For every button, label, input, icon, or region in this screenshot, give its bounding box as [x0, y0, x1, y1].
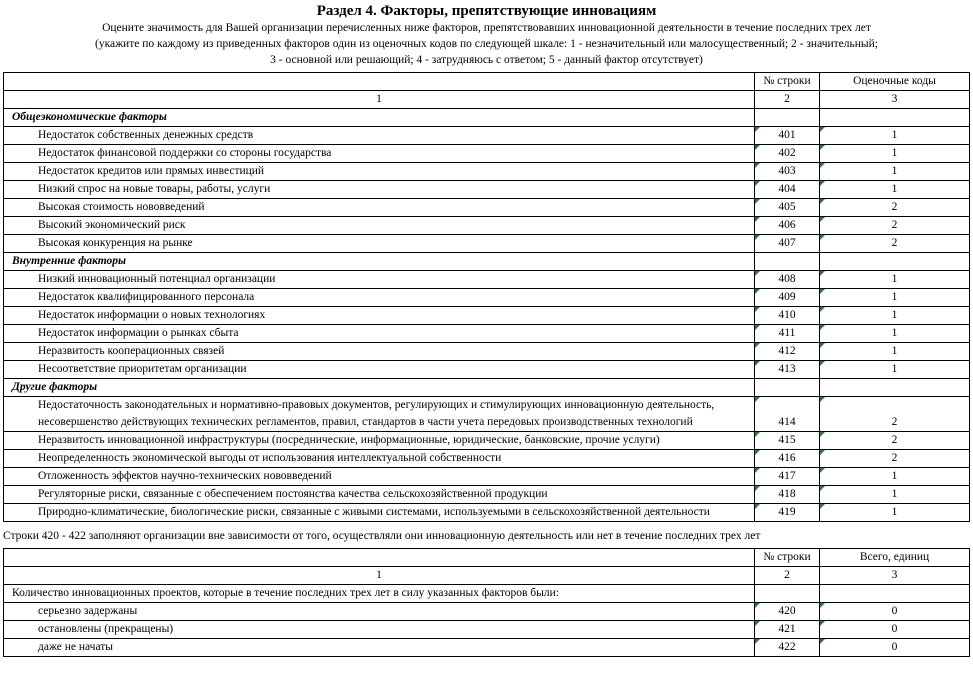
- project-count[interactable]: 0: [820, 621, 970, 639]
- assessment-code[interactable]: 1: [820, 486, 970, 504]
- subtitle-line-3: 3 - основной или решающий; 4 - затрудняюсь с ответом; 5 - данный фактор отсутствует): [270, 54, 703, 66]
- factor-name: Высокий экономический риск: [4, 217, 755, 235]
- header-cell-name: [4, 73, 755, 91]
- factor-row: [4, 343, 970, 361]
- group-label: Другие факторы: [4, 379, 755, 397]
- line-number: 418: [755, 486, 820, 504]
- factor-row: [4, 289, 970, 307]
- header-cell-line: № строки: [755, 73, 820, 91]
- group-row: [4, 379, 970, 397]
- line-number: 422: [755, 639, 820, 657]
- factor-name: Несоответствие приоритетам организации: [4, 361, 755, 379]
- factor-name: Недостаток кредитов или прямых инвестиций: [4, 163, 755, 181]
- line-number: 402: [755, 145, 820, 163]
- line-number: 411: [755, 325, 820, 343]
- header-cell-name: [4, 549, 755, 567]
- empty-cell: [755, 585, 820, 603]
- assessment-code[interactable]: 1: [820, 163, 970, 181]
- section-title: Раздел 4. Факторы, препятствующие инновациям: [316, 3, 657, 19]
- factor-row: [4, 235, 970, 253]
- assessment-code[interactable]: 1: [820, 504, 970, 522]
- group-row: [4, 109, 970, 127]
- section-header: [0, 0, 973, 68]
- project-status: даже не начаты: [4, 639, 755, 657]
- project-row: [4, 639, 970, 657]
- subtitle-line-1: Оцените значимость для Вашей организации перечисленных ниже факторов, препятствовавших инновационной деятельности в течение последних трех лет: [102, 22, 871, 34]
- column-number-1: 1: [4, 91, 755, 109]
- empty-cell: [755, 109, 820, 127]
- column-number-3: 3: [820, 91, 970, 109]
- factor-row: [4, 181, 970, 199]
- assessment-code[interactable]: 2: [820, 199, 970, 217]
- line-number: 413: [755, 361, 820, 379]
- assessment-code[interactable]: 1: [820, 307, 970, 325]
- factor-name: Высокая стоимость нововведений: [4, 199, 755, 217]
- assessment-code[interactable]: 1: [820, 361, 970, 379]
- factor-name: Неразвитость инновационной инфраструктуры (посреднические, информационные, юридические, банковские, прочие услуги): [4, 432, 755, 450]
- empty-cell: [820, 585, 970, 603]
- line-number: 416: [755, 450, 820, 468]
- assessment-code[interactable]: 1: [820, 343, 970, 361]
- header-row: [4, 73, 970, 91]
- group-label: Внутренние факторы: [4, 253, 755, 271]
- project-status: серьезно задержаны: [4, 603, 755, 621]
- line-number: 406: [755, 217, 820, 235]
- line-number: 410: [755, 307, 820, 325]
- column-number-1: 1: [4, 567, 755, 585]
- group-label: Общеэкономические факторы: [4, 109, 755, 127]
- factor-name: Низкий спрос на новые товары, работы, услуги: [4, 181, 755, 199]
- subtitle-line-2: (укажите по каждому из приведенных факторов один из оценочных кодов по следующей шкале: 1 - незначительный или малосущественный; 2 - значительный;: [95, 38, 878, 50]
- factor-name: Недостаток информации о рынках сбыта: [4, 325, 755, 343]
- column-numbers-row: [4, 91, 970, 109]
- header-cell-total: Всего, единиц: [820, 549, 970, 567]
- empty-cell: [820, 379, 970, 397]
- assessment-code[interactable]: 1: [820, 271, 970, 289]
- factor-name: Недостаток собственных денежных средств: [4, 127, 755, 145]
- factor-row: [4, 325, 970, 343]
- project-count[interactable]: 0: [820, 639, 970, 657]
- column-numbers-row: [4, 567, 970, 585]
- line-number: 417: [755, 468, 820, 486]
- factor-row: [4, 361, 970, 379]
- column-number-3: 3: [820, 567, 970, 585]
- factor-row: [4, 127, 970, 145]
- factor-name: Недостаток финансовой поддержки со стороны государства: [4, 145, 755, 163]
- factor-name: Низкий инновационный потенциал организации: [4, 271, 755, 289]
- project-status: остановлены (прекращены): [4, 621, 755, 639]
- factor-name: Отложенность эффектов научно-технических нововведений: [4, 468, 755, 486]
- assessment-code[interactable]: 2: [820, 450, 970, 468]
- project-count[interactable]: 0: [820, 603, 970, 621]
- empty-cell: [820, 253, 970, 271]
- assessment-code[interactable]: 2: [820, 397, 970, 432]
- factor-row: [4, 486, 970, 504]
- factor-row: [4, 468, 970, 486]
- factor-row: [4, 145, 970, 163]
- empty-cell: [755, 253, 820, 271]
- line-number: 415: [755, 432, 820, 450]
- projects-table: [3, 548, 970, 657]
- factor-row: [4, 432, 970, 450]
- line-number: 403: [755, 163, 820, 181]
- factor-name: Недостаток квалифицированного персонала: [4, 289, 755, 307]
- intro-row: [4, 585, 970, 603]
- projects-intro: Количество инновационных проектов, которые в течение последних трех лет в силу указанных факторов были:: [4, 585, 755, 603]
- header-row: [4, 549, 970, 567]
- factor-row: [4, 397, 970, 432]
- assessment-code[interactable]: 1: [820, 325, 970, 343]
- assessment-code[interactable]: 1: [820, 181, 970, 199]
- line-number: 408: [755, 271, 820, 289]
- assessment-code[interactable]: 2: [820, 235, 970, 253]
- line-number: 405: [755, 199, 820, 217]
- factor-name: Неразвитость кооперационных связей: [4, 343, 755, 361]
- factor-row: [4, 504, 970, 522]
- header-cell-codes: Оценочные коды: [820, 73, 970, 91]
- factor-name: Неопределенность экономической выгоды от использования интеллектуальной собственности: [4, 450, 755, 468]
- column-number-2: 2: [755, 567, 820, 585]
- group-row: [4, 253, 970, 271]
- line-number: 421: [755, 621, 820, 639]
- line-number: 420: [755, 603, 820, 621]
- line-number: 414: [755, 397, 820, 432]
- factor-name: Высокая конкуренция на рынке: [4, 235, 755, 253]
- assessment-code[interactable]: 2: [820, 217, 970, 235]
- factor-name: Недостаток информации о новых технологиях: [4, 307, 755, 325]
- line-number: 404: [755, 181, 820, 199]
- assessment-code[interactable]: 1: [820, 145, 970, 163]
- empty-cell: [820, 109, 970, 127]
- assessment-code[interactable]: 2: [820, 432, 970, 450]
- factor-row: [4, 271, 970, 289]
- column-number-2: 2: [755, 91, 820, 109]
- empty-cell: [755, 379, 820, 397]
- factor-row: [4, 163, 970, 181]
- factor-row: [4, 307, 970, 325]
- assessment-code[interactable]: 1: [820, 289, 970, 307]
- line-number: 407: [755, 235, 820, 253]
- project-row: [4, 603, 970, 621]
- project-row: [4, 621, 970, 639]
- header-cell-line: № строки: [755, 549, 820, 567]
- factor-name: Природно-климатические, биологические риски, связанные с живыми системами, используемыми в сельскохозяйственной деятельности: [4, 504, 755, 522]
- line-number: 401: [755, 127, 820, 145]
- factors-table: [3, 72, 970, 522]
- assessment-code[interactable]: 1: [820, 468, 970, 486]
- line-number: 412: [755, 343, 820, 361]
- line-number: 409: [755, 289, 820, 307]
- factor-name: Регуляторные риски, связанные с обеспечением постоянства качества сельскохозяйственной продукции: [4, 486, 755, 504]
- factor-name: Недостаточность законодательных и нормативно-правовых документов, регулирующих и стимулирующих инновационную деятельность, несовершенство действующих технических регламентов, правил, стандартов в части учета передовых производственных технологий: [4, 397, 755, 432]
- line-number: 419: [755, 504, 820, 522]
- factor-row: [4, 450, 970, 468]
- rows-420-422-note: Строки 420 - 422 заполняют организации вне зависимости от того, осуществляли они инновационную деятельность или нет в течение последних трех лет: [3, 530, 761, 542]
- factor-row: [4, 217, 970, 235]
- factor-row: [4, 199, 970, 217]
- assessment-code[interactable]: 1: [820, 127, 970, 145]
